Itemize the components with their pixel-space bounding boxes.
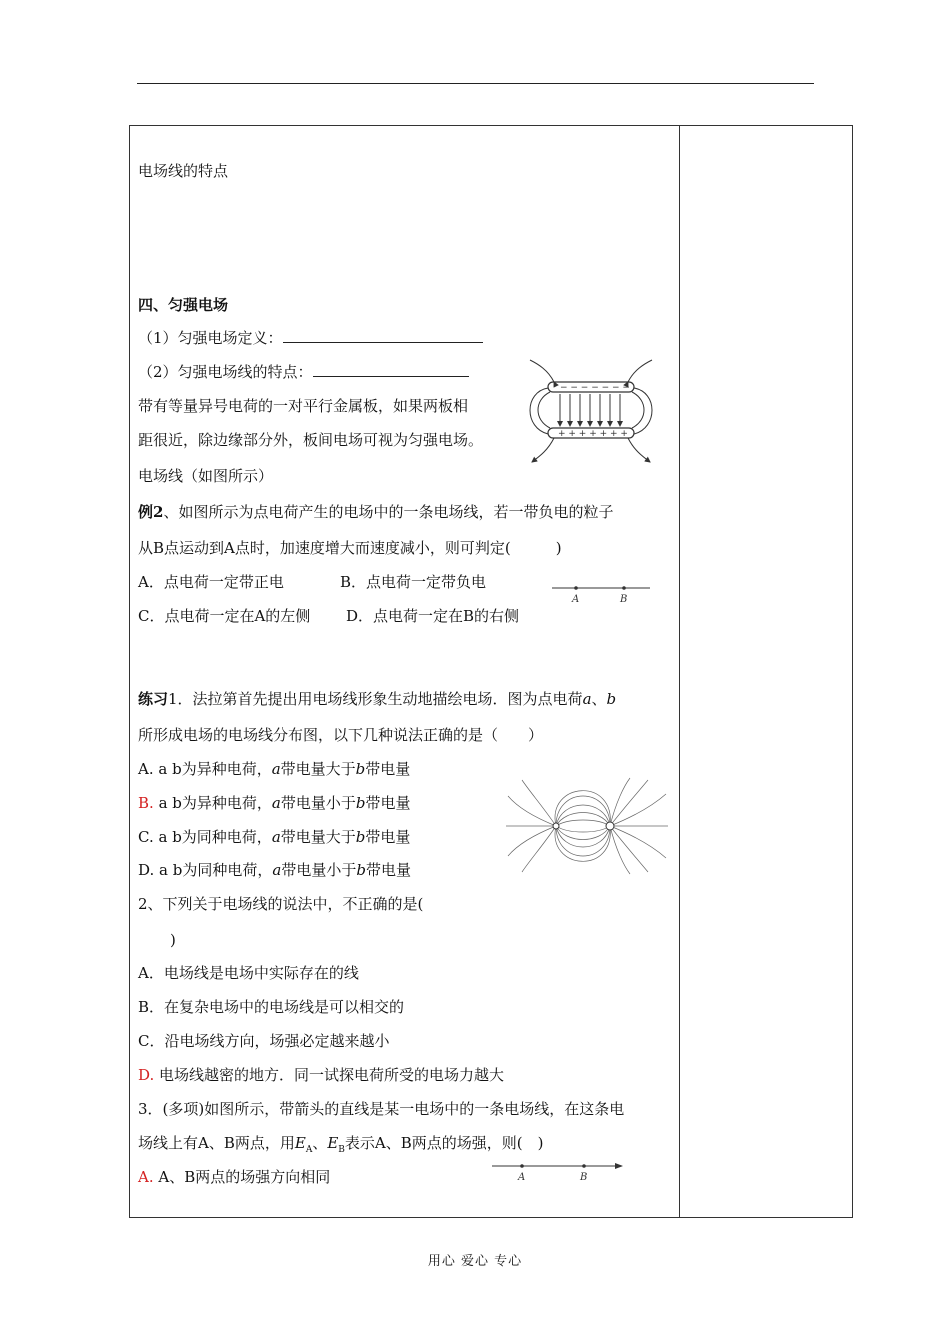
svg-text:− − − − − − −: − − − − − − − (560, 383, 630, 393)
var-a: a (271, 828, 281, 846)
field-line-ab-figure (552, 582, 652, 604)
content-table (129, 125, 853, 1218)
practice1-option-b[interactable] (138, 793, 410, 813)
option-text: A、B两点的场强方向相同 (153, 1168, 331, 1186)
practice3-stem-1: 3．(多项)如图所示，带箭头的直线是某一电场中的一条电场线，在这条电 (138, 1100, 625, 1118)
separator: 、 (312, 1134, 328, 1152)
practice1-stem-1 (138, 689, 616, 709)
var-b: b (606, 690, 617, 708)
arrow-field-line-figure (492, 1160, 628, 1184)
practice1-option-c[interactable] (138, 827, 410, 847)
option-text: 带电量 (365, 861, 411, 879)
feature-blank[interactable] (313, 362, 469, 377)
option-text: a b为同种电荷， (154, 861, 273, 879)
option-text: a b为异种电荷， (153, 794, 272, 812)
option-text: 电场线越密的地方．同一试探电荷所受的电场力越大 (154, 1066, 505, 1084)
var-a: a (271, 794, 281, 812)
definition-label: （1）匀强电场定义： (138, 329, 283, 347)
var-b: b (355, 828, 366, 846)
option-letter: A. (138, 760, 154, 778)
description-line-2: 距很近，除边缘部分外，板间电场可视为匀强电场。 (138, 431, 484, 449)
dipole-field-figure (506, 778, 668, 874)
example2-option-c[interactable]: C．点电荷一定在A的左侧 (138, 607, 311, 625)
example2-stem-text: 、如图所示为点电荷产生的电场中的一条电场线，若一带负电的粒子 (163, 503, 614, 521)
practice1-stem-text: 1．法拉第首先提出用电场线形象生动地描绘电场．图为点电荷 (168, 690, 583, 708)
option-text: 带电量小于 (280, 794, 356, 812)
separator: 、 (591, 690, 607, 708)
field-ea-sub: A (305, 1145, 313, 1155)
practice-label: 练习 (138, 690, 169, 708)
practice2-option-c[interactable]: C．沿电场线方向，场强必定越来越小 (138, 1032, 390, 1050)
var-b: b (355, 760, 366, 778)
practice2-option-d[interactable] (138, 1065, 504, 1085)
definition-blank[interactable] (283, 328, 483, 343)
definition-line (138, 328, 483, 348)
field-ea: E (294, 1134, 306, 1152)
option-letter: C. (138, 828, 154, 846)
page-footer: 用心 爱心 专心 (427, 1254, 523, 1269)
var-b: b (355, 794, 366, 812)
option-text: a b为异种电荷， (153, 760, 272, 778)
example-number: 2 (153, 503, 164, 521)
example2-stem-1 (138, 502, 613, 522)
var-a: a (271, 760, 281, 778)
practice1-option-a[interactable] (138, 759, 410, 779)
var-b: b (356, 861, 366, 879)
option-text: 带电量 (365, 794, 411, 812)
option-text: 带电量小于 (281, 861, 357, 879)
point-b-label: B (580, 1172, 588, 1183)
description-line-3: 电场线（如图所示） (138, 467, 274, 485)
practice3-option-a[interactable] (138, 1167, 330, 1187)
example2-option-d[interactable]: D．点电荷一定在B的右侧 (346, 607, 520, 625)
option-letter-answer: A. (138, 1168, 154, 1186)
option-letter-answer: D. (138, 1066, 155, 1084)
parallel-plate-field-figure (520, 356, 660, 466)
svg-text:+ + + + + + +: + + + + + + + (558, 429, 628, 439)
field-eb-sub: B (338, 1145, 345, 1155)
section-title: 四、匀强电场 (138, 296, 229, 314)
var-a: a (272, 861, 282, 879)
example2-stem-2: 从B点运动到A点时，加速度增大而速度减小，则可判定( ) (138, 539, 562, 557)
example2-option-a[interactable]: A．点电荷一定带正电 (138, 573, 284, 591)
example2-option-b[interactable]: B．点电荷一定带负电 (340, 573, 487, 591)
table-column-divider (679, 125, 680, 1218)
option-text: 带电量 (365, 760, 411, 778)
practice3-stem-2 (138, 1133, 543, 1160)
field-eb: E (327, 1134, 339, 1152)
stem-text: 场线上有A、B两点，用 (138, 1134, 295, 1152)
practice1-stem-2: 所形成电场的电场线分布图，以下几种说法正确的是（ ） (138, 726, 544, 744)
option-text: a b为同种电荷， (153, 828, 272, 846)
option-letter-answer: B. (138, 794, 154, 812)
description-line-1: 带有等量异号电荷的一对平行金属板，如果两板相 (138, 397, 469, 415)
practice2-option-a[interactable]: A．电场线是电场中实际存在的线 (138, 964, 359, 982)
point-a-label: A (518, 1172, 526, 1183)
stem-text: 表示A、B两点的场强，则( ) (344, 1134, 544, 1152)
practice2-option-b[interactable]: B．在复杂电场中的电场线是可以相交的 (138, 998, 405, 1016)
feature-line (138, 362, 469, 382)
var-a: a (582, 690, 592, 708)
point-b-label: B (620, 594, 628, 605)
practice1-option-d[interactable] (138, 860, 411, 880)
practice2-stem-1: 2、下列关于电场线的说法中，不正确的是( (138, 895, 424, 913)
option-text: 带电量 (365, 828, 411, 846)
features-heading: 电场线的特点 (138, 162, 229, 180)
option-letter: D. (138, 861, 155, 879)
header-rule (137, 83, 814, 84)
feature-label: （2）匀强电场线的特点： (138, 363, 313, 381)
point-a-label: A (572, 594, 580, 605)
option-text: 带电量大于 (280, 760, 356, 778)
practice2-stem-2: ) (170, 931, 176, 949)
example-label: 例 (138, 503, 154, 521)
option-text: 带电量大于 (280, 828, 356, 846)
